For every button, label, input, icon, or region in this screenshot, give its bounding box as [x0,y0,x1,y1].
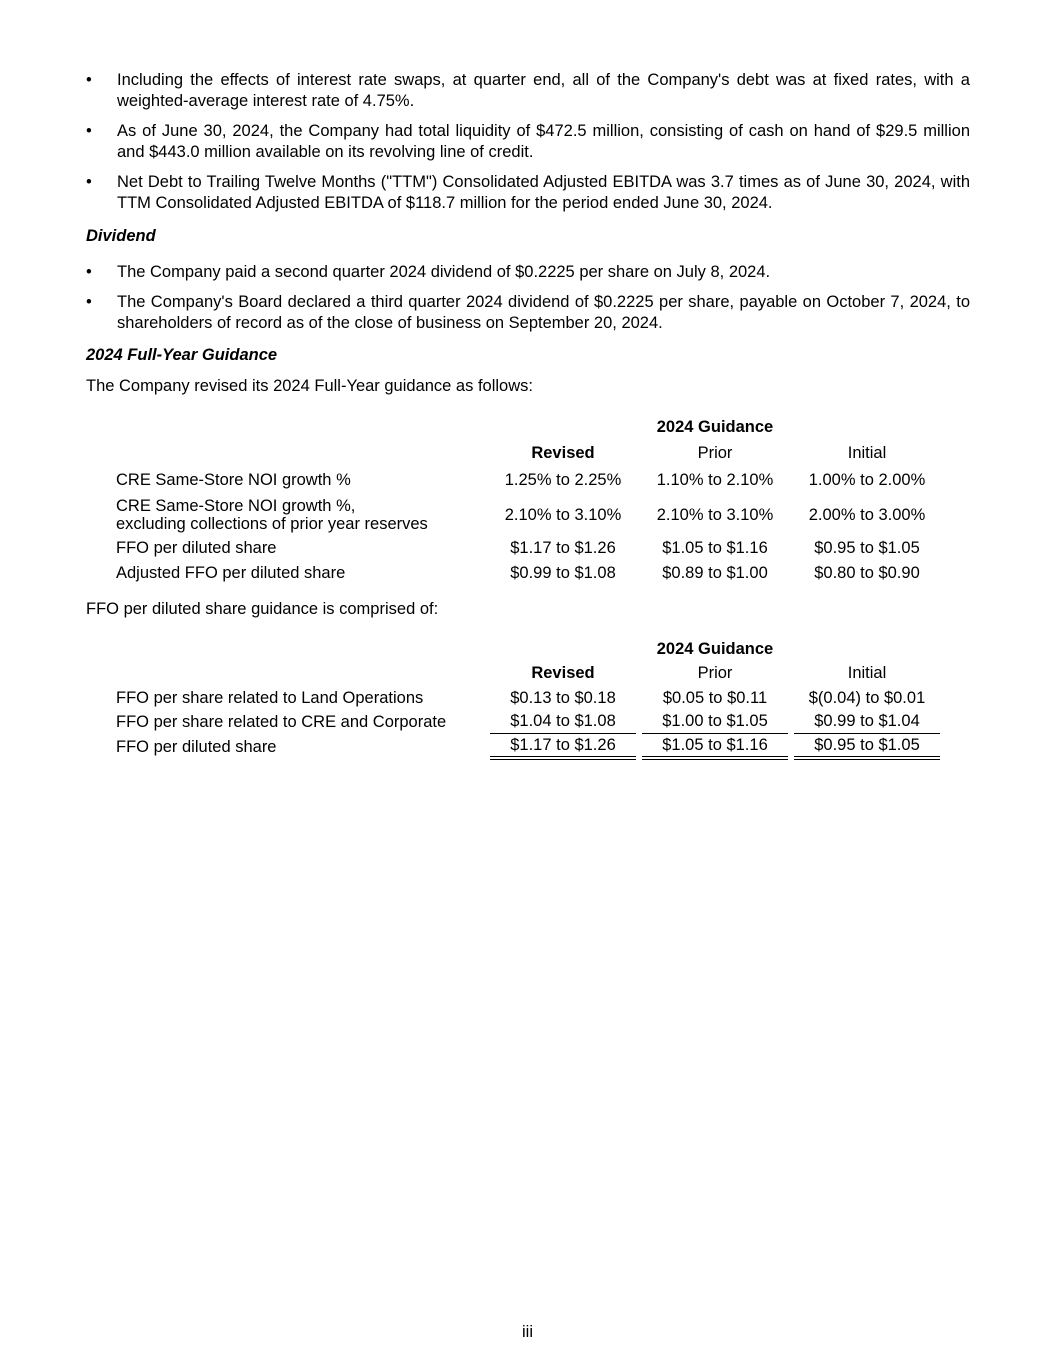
group-header: 2024 Guidance [656,639,774,658]
row-label: FFO per share related to CRE and Corporate [116,712,447,731]
row-label: CRE Same-Store NOI growth % [116,471,351,489]
column-header-revised: Revised [531,664,595,682]
cell-value: $0.99 to $1.04 [794,710,940,734]
cell-value: 1.00% to 2.00% [808,471,926,489]
cell-value: $1.17 to $1.26 [510,539,616,557]
column-header-initial: Initial [847,444,887,462]
guidance-intro: The Company revised its 2024 Full-Year guidance as follows: [86,377,533,395]
column-header-prior: Prior [697,664,733,682]
cell-value: $1.05 to $1.16 [642,734,788,760]
page-number: iii [522,1323,533,1341]
liquidity-bullet-list [86,70,970,223]
bullet-text: Net Debt to Trailing Twelve Months ("TTM") Consolidated Adjusted EBITDA was 3.7 times as of June 30, 2024, with TTM Consolidated Adjusted EBITDA of $118.7 million for the period ended June 30, 2024. [117,173,970,212]
table-row [116,734,940,760]
row-label-line: CRE Same-Store NOI growth %, [116,497,356,515]
row-label-line: excluding collections of prior year reserves [116,515,428,533]
cell-value: $1.17 to $1.26 [490,734,636,760]
cell-value: $(0.04) to $0.01 [808,688,926,707]
bullet-icon: • [86,122,92,140]
row-label: FFO per diluted share [116,539,277,557]
cell-value: $0.80 to $0.90 [814,564,920,582]
table-row [116,467,940,494]
table-row [116,536,940,561]
cell-value: $0.99 to $1.08 [510,564,616,582]
table-row [116,561,940,586]
bullet-icon: • [86,263,92,281]
column-header-initial: Initial [847,664,887,682]
table-row [116,710,940,734]
bullet-text: As of June 30, 2024, the Company had total liquidity of $472.5 million, consisting of cash on hand of $29.5 million and $443.0 million available on its revolving line of credit. [117,122,970,161]
table-row [116,494,940,536]
cell-value: $1.00 to $1.05 [642,710,788,734]
cell-value: $1.04 to $1.08 [490,710,636,734]
cell-value: 1.25% to 2.25% [504,471,622,489]
cell-value: $0.95 to $1.05 [814,539,920,557]
bullet-icon: • [86,173,92,191]
cell-value: 2.10% to 3.10% [504,505,622,524]
ffo-intro: FFO per diluted share guidance is comprised of: [86,600,439,618]
list-item [86,172,970,214]
bullet-icon: • [86,71,92,89]
row-label: FFO per share related to Land Operations [116,688,424,707]
cell-value: 2.00% to 3.00% [808,505,926,524]
group-header: 2024 Guidance [656,418,774,436]
cell-value: $0.13 to $0.18 [510,688,616,707]
bullet-icon: • [86,293,92,311]
list-item [86,292,970,334]
column-header-revised: Revised [531,444,595,462]
guidance-table [116,415,940,586]
cell-value: 2.10% to 3.10% [656,505,774,524]
cell-value: $1.05 to $1.16 [662,539,768,557]
cell-value: 1.10% to 2.10% [656,471,774,489]
list-item [86,70,970,112]
ffo-composition-table [116,637,940,760]
cell-value: $0.05 to $0.11 [662,688,768,707]
list-item [86,121,970,163]
dividend-bullet-list [86,262,970,343]
cell-value: $0.95 to $1.05 [794,734,940,760]
column-header-prior: Prior [697,444,733,462]
cell-value: $0.89 to $1.00 [662,564,768,582]
table-row [116,686,940,710]
dividend-heading: Dividend [86,227,156,245]
row-label: Adjusted FFO per diluted share [116,564,346,582]
row-label [116,494,490,536]
bullet-text: The Company paid a second quarter 2024 dividend of $0.2225 per share on July 8, 2024. [117,263,771,281]
guidance-heading: 2024 Full-Year Guidance [86,346,278,364]
bullet-text: Including the effects of interest rate swaps, at quarter end, all of the Company's debt was at fixed rates, with a weighted-average interest rate of 4.75%. [117,71,970,110]
bullet-text: The Company's Board declared a third quarter 2024 dividend of $0.2225 per share, payable on October 7, 2024, to shareholders of record as of the close of business on September 20, 2024. [117,293,970,332]
list-item [86,262,970,283]
row-label: FFO per diluted share [116,737,277,756]
